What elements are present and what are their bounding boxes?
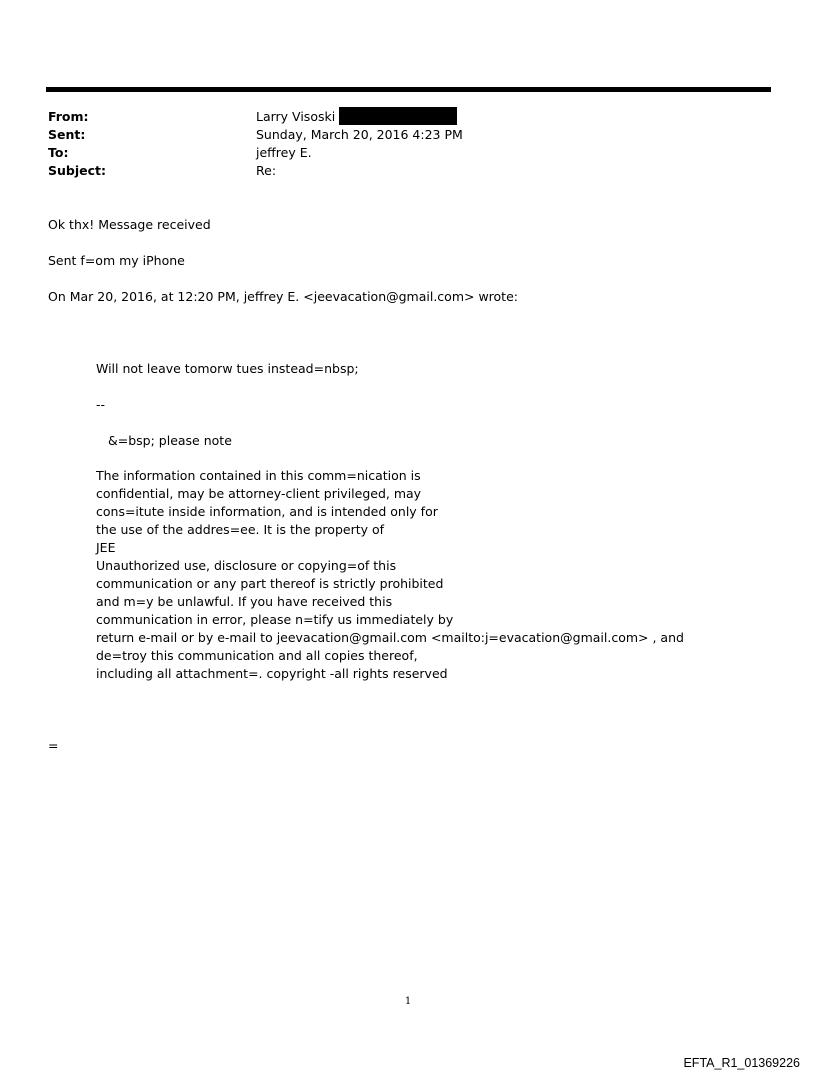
signature-line: Sent f=om my iPhone [48, 253, 185, 268]
sent-value: Sunday, March 20, 2016 4:23 PM [256, 127, 463, 142]
document-id: EFTA_R1_01369226 [683, 1056, 800, 1070]
redaction-box [339, 107, 457, 125]
subject-label: Subject: [48, 163, 106, 178]
disclaimer-line: The information contained in this comm=nication is [96, 468, 421, 483]
from-name: Larry Visoski [256, 109, 336, 124]
disclaimer-line: confidential, may be attorney-client privileged, may [96, 486, 422, 501]
page-number: 1 [404, 996, 412, 1007]
disclaimer-line: the use of the addres=ee. It is the property of [96, 522, 385, 537]
disclaimer-line: Unauthorized use, disclosure or copying=of this [96, 558, 397, 573]
quoted-line-1: Will not leave tomorw tues instead=nbsp; [96, 361, 359, 376]
trailer-equals: = [48, 738, 59, 753]
quote-intro: On Mar 20, 2016, at 12:20 PM, jeffrey E. <jeevacation@gmail.com> wrote: [48, 289, 518, 304]
to-label: To: [48, 145, 69, 160]
sent-label: Sent: [48, 127, 86, 142]
disclaimer-line: communication or any part thereof is strictly prohibited [96, 576, 444, 591]
subject-value: Re: [256, 163, 277, 178]
quoted-separator: -- [96, 397, 106, 412]
disclaimer-line: including all attachment=. copyright -all rights reserved [96, 666, 448, 681]
header-rule [46, 87, 771, 92]
disclaimer-line: communication in error, please n=tify us immediately by [96, 612, 454, 627]
disclaimer-line: JEE [96, 540, 116, 555]
disclaimer-line: and m=y be unlawful. If you have received this [96, 594, 393, 609]
disclaimer-line: return e-mail or by e-mail to jeevacation@gmail.com <mailto:j=evacation@gmail.com> , and [96, 630, 684, 645]
from-value [256, 107, 457, 125]
disclaimer-line: de=troy this communication and all copies thereof, [96, 648, 418, 663]
from-label: From: [48, 109, 89, 124]
disclaimer-line: cons=itute inside information, and is intended only for [96, 504, 438, 519]
reply-line: Ok thx! Message received [48, 217, 211, 232]
to-value: jeffrey E. [256, 145, 312, 160]
quoted-note: &=bsp; please note [108, 433, 232, 448]
